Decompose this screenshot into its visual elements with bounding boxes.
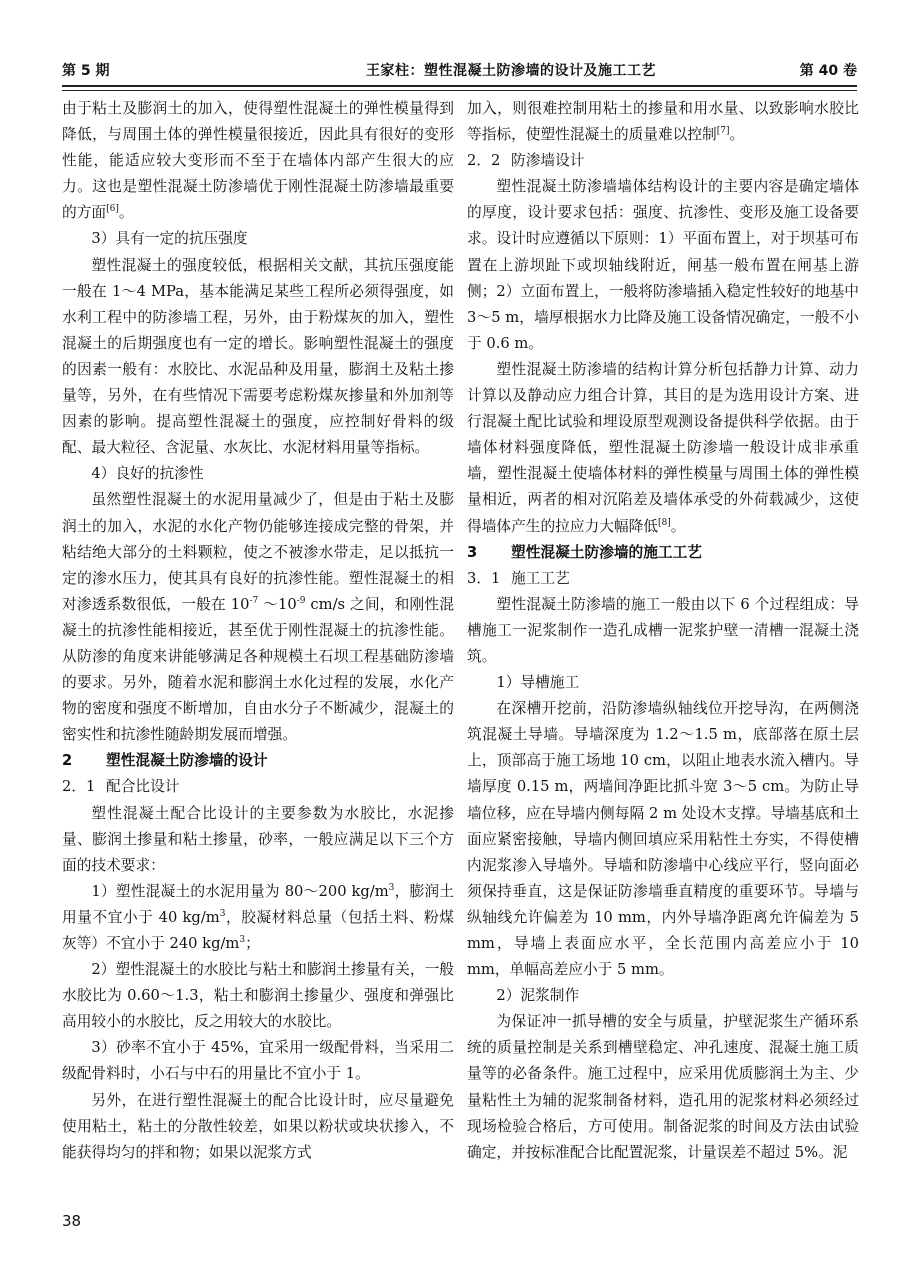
citation: [6] bbox=[106, 204, 119, 215]
body-paragraph: 虽然塑性混凝土的水泥用量减少了，但是由于粘土及膨润土的加入，水泥的水化产物仍能够连接成完整的骨架，并粘结绝大部分的土料颗粒，使之不被渗水带走，足以抵抗一定的渗水压力，使其具有良好的抗渗性能。塑性混凝土的相对渗透系数很低，一般在 $10^{-7}$ $\sim 10^{-9}$ cm/s 之间，和刚性混凝土的抗渗性能相接近，甚至优于刚性混凝土的抗渗性能。从防渗的角度来讲能够满足各种规模土石坝工程基础防渗墙的要求。另外，随着水泥和膨润土水化过程的发展，水化产物的密度和强度不断增加，自由水分子不断减少，混凝土的密实性和抗渗性随龄期发展而增强。 bbox=[62, 491, 455, 744]
body-paragraph: 加入，则很难控制用粘土的掺量和用水量、以致影响水胶比等指标，使塑性混凝土的质量难以控制[7]。 bbox=[467, 100, 859, 144]
citation: [8] bbox=[657, 517, 671, 528]
body-paragraph: 塑性混凝土防渗墙的施工一般由以下 6 个过程组成：导槽施工一泥浆制作一造孔成槽一泥浆护壁一清槽一混凝土浇筑。 bbox=[467, 595, 859, 665]
page-number: 38 bbox=[62, 1212, 82, 1230]
subsection-heading: 3．1 施工工艺 bbox=[467, 569, 570, 587]
running-header bbox=[62, 58, 857, 82]
subsection-heading: 2．2 防渗墙设计 bbox=[467, 152, 585, 170]
issue-number: 第 5 期 bbox=[62, 63, 110, 79]
body-paragraph: 2）塑性混凝土的水胶比与粘土和膨润土掺量有关，一般水胶比为 0.60～1.3，粘土和膨润土掺量少、强度和弹强比高用较小的水胶比，反之用较大的水胶比。 bbox=[62, 961, 454, 1031]
volume-number: 第 40 卷 bbox=[799, 63, 857, 79]
body-paragraph: 塑性混凝土防渗墙的结构计算分析包括静力计算、动力计算以及静动应力组合计算，其目的是为选用设计方案、进行混凝土配比试验和埋设原型观测设备提供科学依据。由于墙体材料强度降低，塑性混凝土防渗墙一般设计成非承重墙，塑性混凝土使墙体材料的弹性模量与周围土体的弹性模量相近，两者的相对沉陷差及墙体承受的外荷载减少，这使得墙体产生的拉应力大幅降低[8]。 bbox=[467, 360, 859, 535]
list-heading: 1）导槽施工 bbox=[496, 674, 580, 692]
right-column bbox=[467, 96, 859, 1166]
body-paragraph: 为保证冲一抓导槽的安全与质量，护壁泥浆生产循环系统的质量控制是关系到槽壁稳定、冲孔速度、混凝土施工质量等的必备条件。施工过程中，应采用优质膨润土为主、少量粘性土为辅的泥浆制备材料，造孔用的泥浆材料必须经过现场检验合格后，方可使用。制备泥浆的时间及方法由试验确定，并按标准配合比配置泥浆，计量误差不超过 5%。泥 bbox=[467, 1013, 859, 1161]
section-heading: 2 塑性混凝土防渗墙的设计 bbox=[62, 752, 268, 770]
list-heading: 2）泥浆制作 bbox=[496, 987, 580, 1005]
body-paragraph: 3）砂率不宜小于 45%，宜采用一级配骨料，当采用二级配骨料时，小石与中石的用量比不宜小于 1。 bbox=[62, 1039, 454, 1083]
header-rule bbox=[62, 85, 857, 91]
body-paragraph: 塑性混凝土防渗墙墙体结构设计的主要内容是确定墙体的厚度，设计要求包括：强度、抗渗性、变形及施工设备要求。设计时应遵循以下原则：1）平面布置上，对于坝基可布置在上游坝趾下或坝轴线附近，闸基一般布置在闸基上游侧；2）立面布置上，一般将防渗墙插入稳定性较好的地基中 3～5 m，墙厚根据水力比降及施工设备情况确定，一般不小于 0.6 m。 bbox=[467, 178, 859, 352]
left-column bbox=[62, 96, 454, 1166]
body-paragraph: 塑性混凝土的强度较低，根据相关文献，其抗压强度能一般在 1～4 MPa，基本能满足某些工程所必须得强度，如水利工程中的防渗墙工程，另外，由于粉煤灰的加入，塑性混凝土的后期强度也有一定的增长。影响塑性混凝土的强度的因素一般有：水胶比、水泥品种及用量，膨润土及粘土掺量等，另外，在有些情况下需要考虑粉煤灰掺量和外加剂等因素的影响。提高塑性混凝土的强度，应控制好骨料的级配、最大粒径、含泥量、水灰比、水泥材料用量等指标。 bbox=[62, 256, 454, 457]
list-heading: 4）良好的抗渗性 bbox=[91, 465, 204, 483]
list-heading: 3）具有一定的抗压强度 bbox=[91, 230, 248, 248]
section-heading: 3 塑性混凝土防渗墙的施工工艺 bbox=[467, 543, 702, 561]
body-paragraph: 由于粘土及膨润土的加入，使得塑性混凝土的弹性模量得到降低，与周围土体的弹性模量很接近，因此具有很好的变形性能，能适应较大变形而不至于在墙体内部产生很大的应力。这也是塑性混凝土防渗墙优于刚性混凝土防渗墙最重要的方面[6]。 bbox=[62, 100, 454, 222]
running-title: 王家柱：塑性混凝土防渗墙的设计及施工工艺 bbox=[366, 63, 656, 79]
body-paragraph: 在深槽开挖前，沿防渗墙纵轴线位开挖导沟，在两侧浇筑混凝土导墙。导墙深度为 1.2～1.5 m，底部落在原土层上，顶部高于施工场地 10 cm，以阻止地表水流入槽内。导墙厚度 0.15 m，两墙间净距比抓斗宽 3～5 cm。为防止导墙位移，应在导墙内侧每隔 2 m 处设木支撑。导墙基底和土面应紧密接触，导墙内侧回填应采用粘性土夯实，不得使槽内泥浆渗入导墙外。导墙和防渗墙中心线应平行，竖向面必须保持垂直，这是保证防渗墙垂直精度的重要环节。导墙与纵轴线允许偏差为 10 mm，内外导墙净距离允许偏差为 5 mm，导墙上表面应水平，全长范围内高差应小于 10 mm，单幅高差应小于 5 mm。 bbox=[467, 700, 859, 979]
body-paragraph: 1）塑性混凝土的水泥用量为 80～200 $kg/m^3$，膨润土用量不宜小于 40 $kg/m^3$，胶凝材料总量（包括土料、粉煤灰等）不宜小于 240 $kg/m^3$； bbox=[62, 882, 454, 952]
body-paragraph: 另外，在进行塑性混凝土的配合比设计时，应尽量避免使用粘土，粘土的分散性较差，如果以粉状或块状掺入，不能获得均匀的拌和物；如果以泥浆方式 bbox=[62, 1091, 454, 1161]
body-paragraph: 塑性混凝土配合比设计的主要参数为水胶比，水泥掺量、膨润土掺量和粘土掺量，砂率，一般应满足以下三个方面的技术要求： bbox=[62, 804, 454, 874]
citation: [7] bbox=[716, 126, 730, 137]
subsection-heading: 2．1 配合比设计 bbox=[62, 778, 180, 796]
